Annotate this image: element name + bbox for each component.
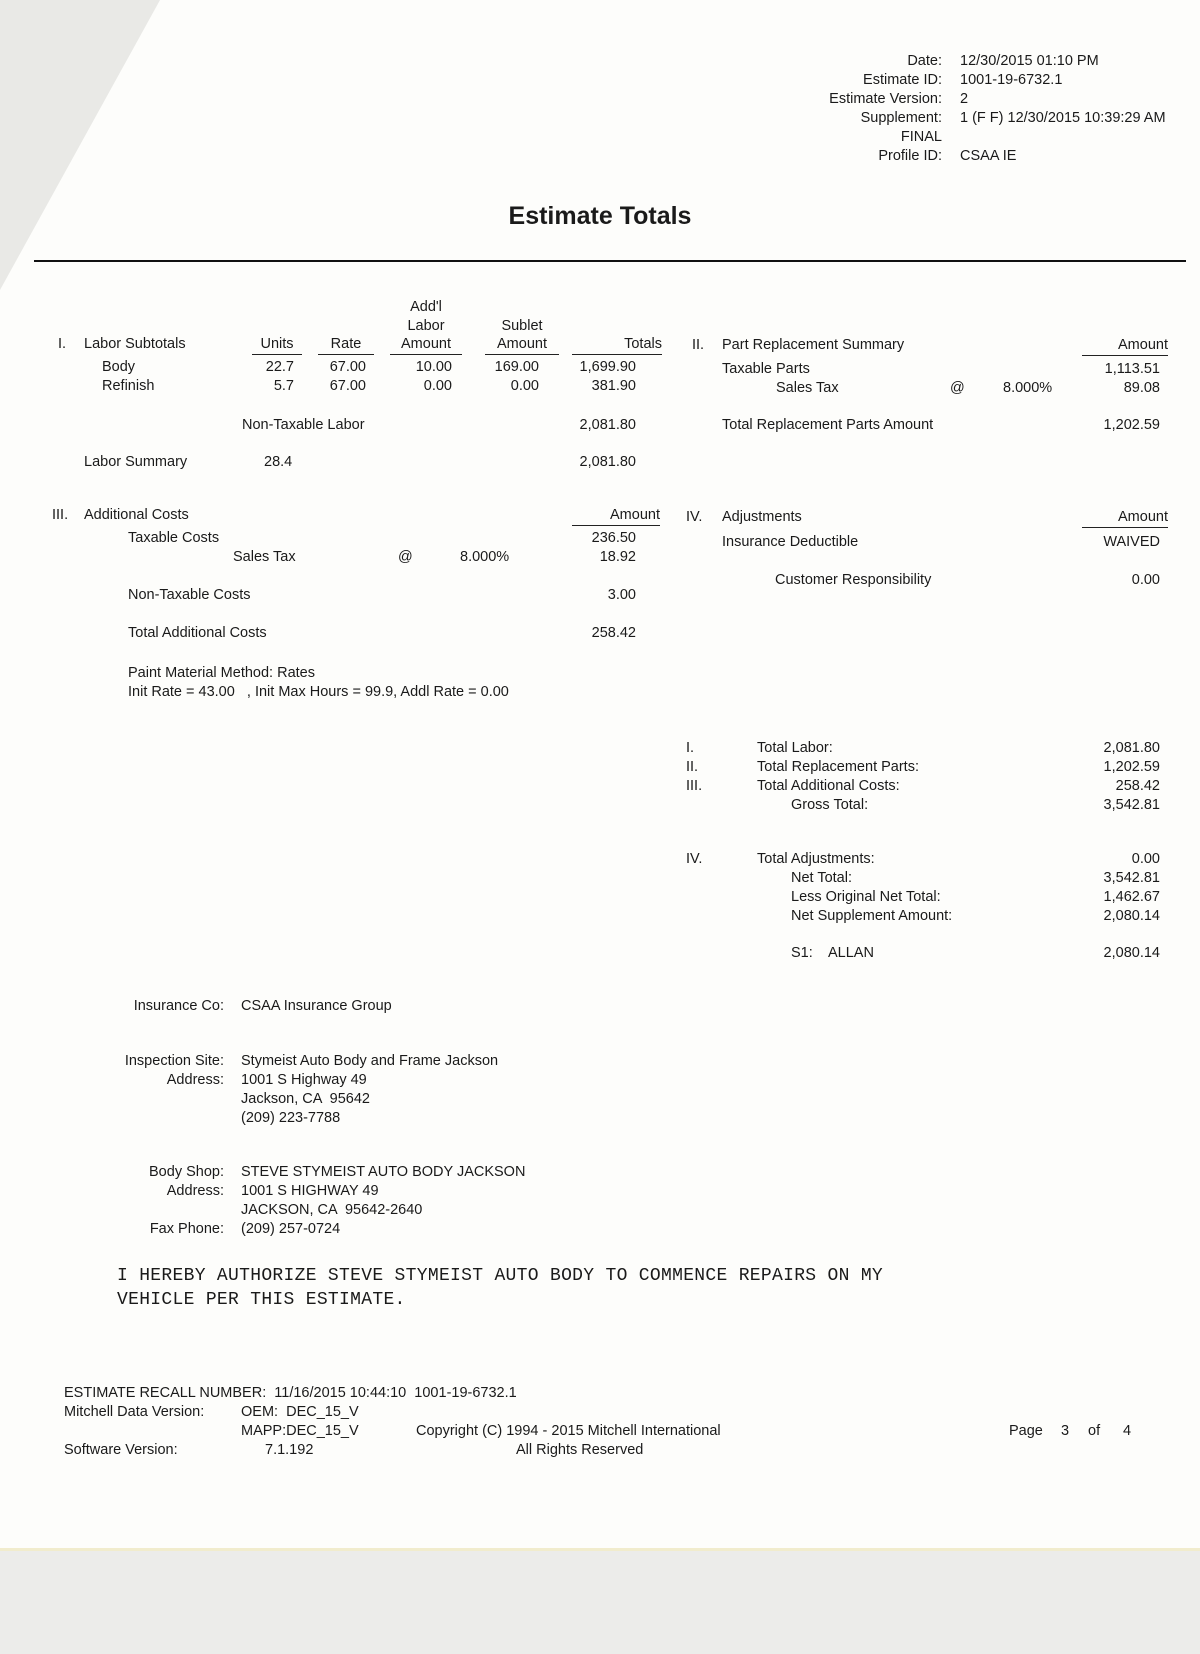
date-value: 12/30/2015 01:10 PM	[960, 53, 1099, 69]
rights-reserved: All Rights Reserved	[516, 1442, 644, 1458]
summary-label: Total Replacement Parts:	[757, 759, 919, 775]
summary-value: 2,080.14	[1103, 908, 1160, 924]
additional-tax-at: @	[398, 549, 413, 565]
labor-row-sublet: 169.00	[494, 359, 539, 375]
additional-tax-rate: 8.000%	[460, 549, 510, 565]
labor-row-total: 1,699.90	[579, 359, 636, 375]
summary-value: 258.42	[1115, 778, 1160, 794]
labor-numeral: I.	[58, 336, 67, 352]
parts-heading: Part Replacement Summary	[722, 337, 905, 353]
adjustments-numeral: IV.	[686, 509, 703, 525]
labor-row-addl: 0.00	[423, 378, 452, 394]
summary-label: Less Original Net Total:	[791, 889, 941, 905]
scan-bottom-margin	[0, 1548, 1200, 1654]
inspection-address-line2: Jackson, CA 95642	[241, 1091, 370, 1107]
data-version-label: Mitchell Data Version:	[64, 1404, 205, 1420]
labor-row-units: 5.7	[273, 378, 294, 394]
labor-heading: Labor Subtotals	[84, 336, 186, 352]
labor-row-sublet: 0.00	[510, 378, 539, 394]
fax-phone-label: Fax Phone:	[149, 1221, 224, 1237]
customer-responsibility-value: 0.00	[1131, 572, 1160, 588]
summary-label: Net Total:	[791, 870, 852, 886]
estimate-id-value: 1001-19-6732.1	[960, 72, 1063, 88]
labor-row-rate: 67.00	[329, 359, 366, 375]
nontaxable-labor-label: Non-Taxable Labor	[242, 417, 365, 433]
additional-numeral: III.	[52, 507, 69, 523]
deductible-value: WAIVED	[1103, 534, 1160, 550]
summary-value: 2,081.80	[1103, 740, 1160, 756]
summary-numeral: I.	[686, 740, 695, 756]
nontaxable-costs-label: Non-Taxable Costs	[128, 587, 251, 603]
insurance-value: CSAA Insurance Group	[241, 998, 392, 1014]
summary-label: Total Adjustments:	[757, 851, 875, 867]
labor-summary-units: 28.4	[264, 454, 293, 470]
estimate-recall-number: ESTIMATE RECALL NUMBER: 11/16/2015 10:44:10 1001-19-6732.1	[64, 1385, 517, 1401]
final-label: FINAL	[900, 129, 942, 145]
nontaxable-costs-value: 3.00	[607, 587, 636, 603]
total-parts-label: Total Replacement Parts Amount	[722, 417, 934, 433]
labor-col-rate: Rate	[318, 335, 374, 355]
inspection-address-label: Address:	[166, 1072, 224, 1088]
adjustments-heading: Adjustments	[722, 509, 802, 525]
summary-value: 3,542.81	[1103, 797, 1160, 813]
supplement-value: 1 (F F) 12/30/2015 10:39:29 AM	[960, 110, 1166, 126]
labor-col-totals: Totals	[572, 335, 662, 355]
labor-row-name: Body	[102, 359, 136, 375]
summary-label: Net Supplement Amount:	[791, 908, 953, 924]
page-total: 4	[1123, 1423, 1132, 1439]
parts-tax-rate: 8.000%	[1003, 380, 1053, 396]
paint-rates: Init Rate = 43.00 , Init Max Hours = 99.9, Addl Rate = 0.00	[128, 684, 509, 700]
software-version-label: Software Version:	[64, 1442, 178, 1458]
taxable-costs-label: Taxable Costs	[128, 530, 220, 546]
title-divider	[34, 260, 1186, 262]
summary-numeral: IV.	[686, 851, 703, 867]
body-shop-address-line1: 1001 S HIGHWAY 49	[241, 1183, 379, 1199]
summary-numeral: III.	[686, 778, 703, 794]
s1-value: 2,080.14	[1103, 945, 1160, 961]
data-version-mapp: MAPP:DEC_15_V	[241, 1423, 359, 1439]
page-of: of	[1088, 1423, 1101, 1439]
nontaxable-labor-value: 2,081.80	[579, 417, 636, 433]
copyright: Copyright (C) 1994 - 2015 Mitchell International	[416, 1423, 721, 1439]
total-additional-label: Total Additional Costs	[128, 625, 267, 641]
summary-value: 3,542.81	[1103, 870, 1160, 886]
parts-sales-tax-label: Sales Tax	[776, 380, 839, 396]
additional-col-amount: Amount	[572, 506, 660, 526]
taxable-parts-value: 1,113.51	[1104, 361, 1160, 377]
s1-name: ALLAN	[828, 945, 874, 961]
estimate-id-label: Estimate ID:	[863, 72, 942, 88]
labor-summary-value: 2,081.80	[579, 454, 636, 470]
summary-value: 1,462.67	[1103, 889, 1160, 905]
labor-row-total: 381.90	[591, 378, 636, 394]
fax-phone-value: (209) 257-0724	[241, 1221, 341, 1237]
customer-responsibility-label: Customer Responsibility	[775, 572, 932, 588]
inspection-site-label: Inspection Site:	[124, 1053, 224, 1069]
page-title: Estimate Totals	[508, 202, 692, 230]
authorization-line2: VEHICLE PER THIS ESTIMATE.	[117, 1290, 406, 1310]
parts-tax-at: @	[950, 380, 965, 396]
parts-numeral: II.	[692, 337, 705, 353]
labor-row-rate: 67.00	[329, 378, 366, 394]
parts-col-amount: Amount	[1082, 336, 1168, 356]
page-number: 3	[1061, 1423, 1070, 1439]
inspection-address-line1: 1001 S Highway 49	[241, 1072, 367, 1088]
labor-row-addl: 10.00	[415, 359, 452, 375]
labor-col-addl-2: Labor	[407, 318, 445, 334]
body-shop-value: STEVE STYMEIST AUTO BODY JACKSON	[241, 1164, 526, 1180]
profile-id-label: Profile ID:	[878, 148, 942, 164]
total-parts-value: 1,202.59	[1103, 417, 1160, 433]
s1-label: S1:	[791, 945, 813, 961]
summary-label: Gross Total:	[791, 797, 869, 813]
estimate-version-value: 2	[960, 91, 969, 107]
body-shop-address-line2: JACKSON, CA 95642-2640	[241, 1202, 423, 1218]
adjustments-col-amount: Amount	[1082, 508, 1168, 528]
additional-tax-value: 18.92	[599, 549, 636, 565]
summary-value: 0.00	[1131, 851, 1160, 867]
software-version-value: 7.1.192	[265, 1442, 314, 1458]
labor-col-sublet-1: Sublet	[501, 318, 543, 334]
additional-sales-tax-label: Sales Tax	[233, 549, 296, 565]
paint-method: Paint Material Method: Rates	[128, 665, 315, 681]
body-shop-address-label: Address:	[166, 1183, 224, 1199]
page-fold-shadow	[0, 0, 160, 290]
supplement-label: Supplement:	[860, 110, 942, 126]
deductible-label: Insurance Deductible	[722, 534, 859, 550]
labor-col-sublet-2: Amount	[485, 335, 559, 355]
labor-col-units: Units	[252, 335, 302, 355]
labor-row-name: Refinish	[102, 378, 155, 394]
parts-tax-value: 89.08	[1123, 380, 1160, 396]
body-shop-label: Body Shop:	[149, 1164, 224, 1180]
additional-heading: Additional Costs	[84, 507, 189, 523]
summary-value: 1,202.59	[1103, 759, 1160, 775]
summary-numeral: II.	[686, 759, 699, 775]
labor-summary-label: Labor Summary	[84, 454, 188, 470]
inspection-site-value: Stymeist Auto Body and Frame Jackson	[241, 1053, 499, 1069]
page-word: Page	[1009, 1423, 1043, 1439]
estimate-version-label: Estimate Version:	[829, 91, 942, 107]
summary-label: Total Additional Costs:	[757, 778, 900, 794]
taxable-parts-label: Taxable Parts	[722, 361, 810, 377]
insurance-label: Insurance Co:	[133, 998, 224, 1014]
summary-label: Total Labor:	[757, 740, 833, 756]
labor-col-addl-1: Add'l	[410, 299, 442, 315]
labor-col-addl-3: Amount	[390, 335, 462, 355]
date-label: Date:	[907, 53, 942, 69]
inspection-phone: (209) 223-7788	[241, 1110, 341, 1126]
profile-id-value: CSAA IE	[960, 148, 1017, 164]
authorization-line1: I HEREBY AUTHORIZE STEVE STYMEIST AUTO BODY TO COMMENCE REPAIRS ON MY	[117, 1266, 884, 1286]
labor-row-units: 22.7	[265, 359, 294, 375]
total-additional-value: 258.42	[591, 625, 636, 641]
taxable-costs-value: 236.50	[591, 530, 636, 546]
data-version-oem: OEM: DEC_15_V	[241, 1404, 359, 1420]
